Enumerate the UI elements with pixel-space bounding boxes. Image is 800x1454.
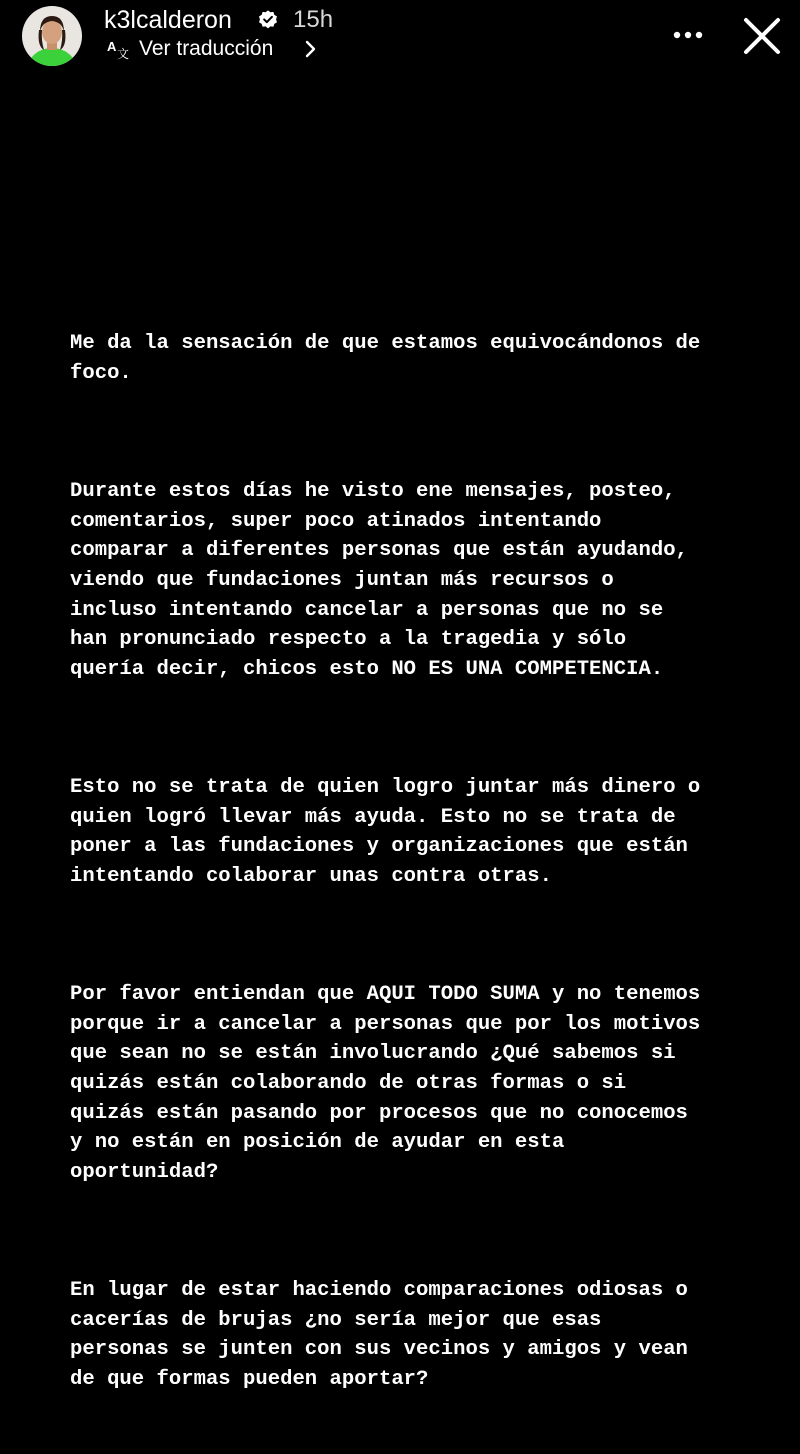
story-paragraph-1: Me da la sensación de que estamos equivocándonos de foco. xyxy=(70,332,701,385)
close-icon[interactable] xyxy=(740,14,784,58)
verified-badge-icon xyxy=(257,9,279,31)
story-text xyxy=(70,270,742,1454)
story-paragraph-2: Durante estos días he visto ene mensajes, posteo, comentarios, super poco atinados intentando comparar a diferentes personas que están ayudando, viendo que fundaciones juntan más recursos o incluso intentando cancelar a personas que no se han pronunciado respecto a la tragedia y sólo quería decir, chicos esto NO ES UNA COMPETENCIA. xyxy=(70,480,688,681)
story-paragraph-3: Esto no se trata de quien logro juntar más dinero o quien logró llevar más ayuda. Esto no se trata de poner a las fundaciones y organizaciones que están intentando colaborar unas contra otras. xyxy=(70,776,701,888)
post-time: 15h xyxy=(293,6,334,33)
avatar-image xyxy=(22,6,82,66)
username[interactable]: k3lcalderon xyxy=(104,6,232,34)
chevron-right-icon xyxy=(304,39,318,59)
more-options-icon[interactable] xyxy=(668,18,708,52)
story-header xyxy=(0,0,800,80)
story-paragraph-5: En lugar de estar haciendo comparaciones odiosas o cacerías de brujas ¿no sería mejor que esas personas se junten con sus vecinos y amigos y vean de que formas pueden aportar? xyxy=(70,1279,688,1391)
translate-icon xyxy=(106,36,130,60)
svg-text:A: A xyxy=(107,39,117,54)
story-paragraph-4: Por favor entiendan que AQUI TODO SUMA y no tenemos porque ir a cancelar a personas que por los motivos que sean no se están involucrando ¿Qué sabemos si quizás están colaborando de otras formas o si quizás están pasando por procesos que no conocemos y no están en posición de ayudar en esta oportunidad? xyxy=(70,983,701,1184)
avatar[interactable] xyxy=(22,6,82,66)
see-translation-link[interactable]: Ver traducción xyxy=(139,37,274,60)
svg-text:文: 文 xyxy=(117,47,130,60)
